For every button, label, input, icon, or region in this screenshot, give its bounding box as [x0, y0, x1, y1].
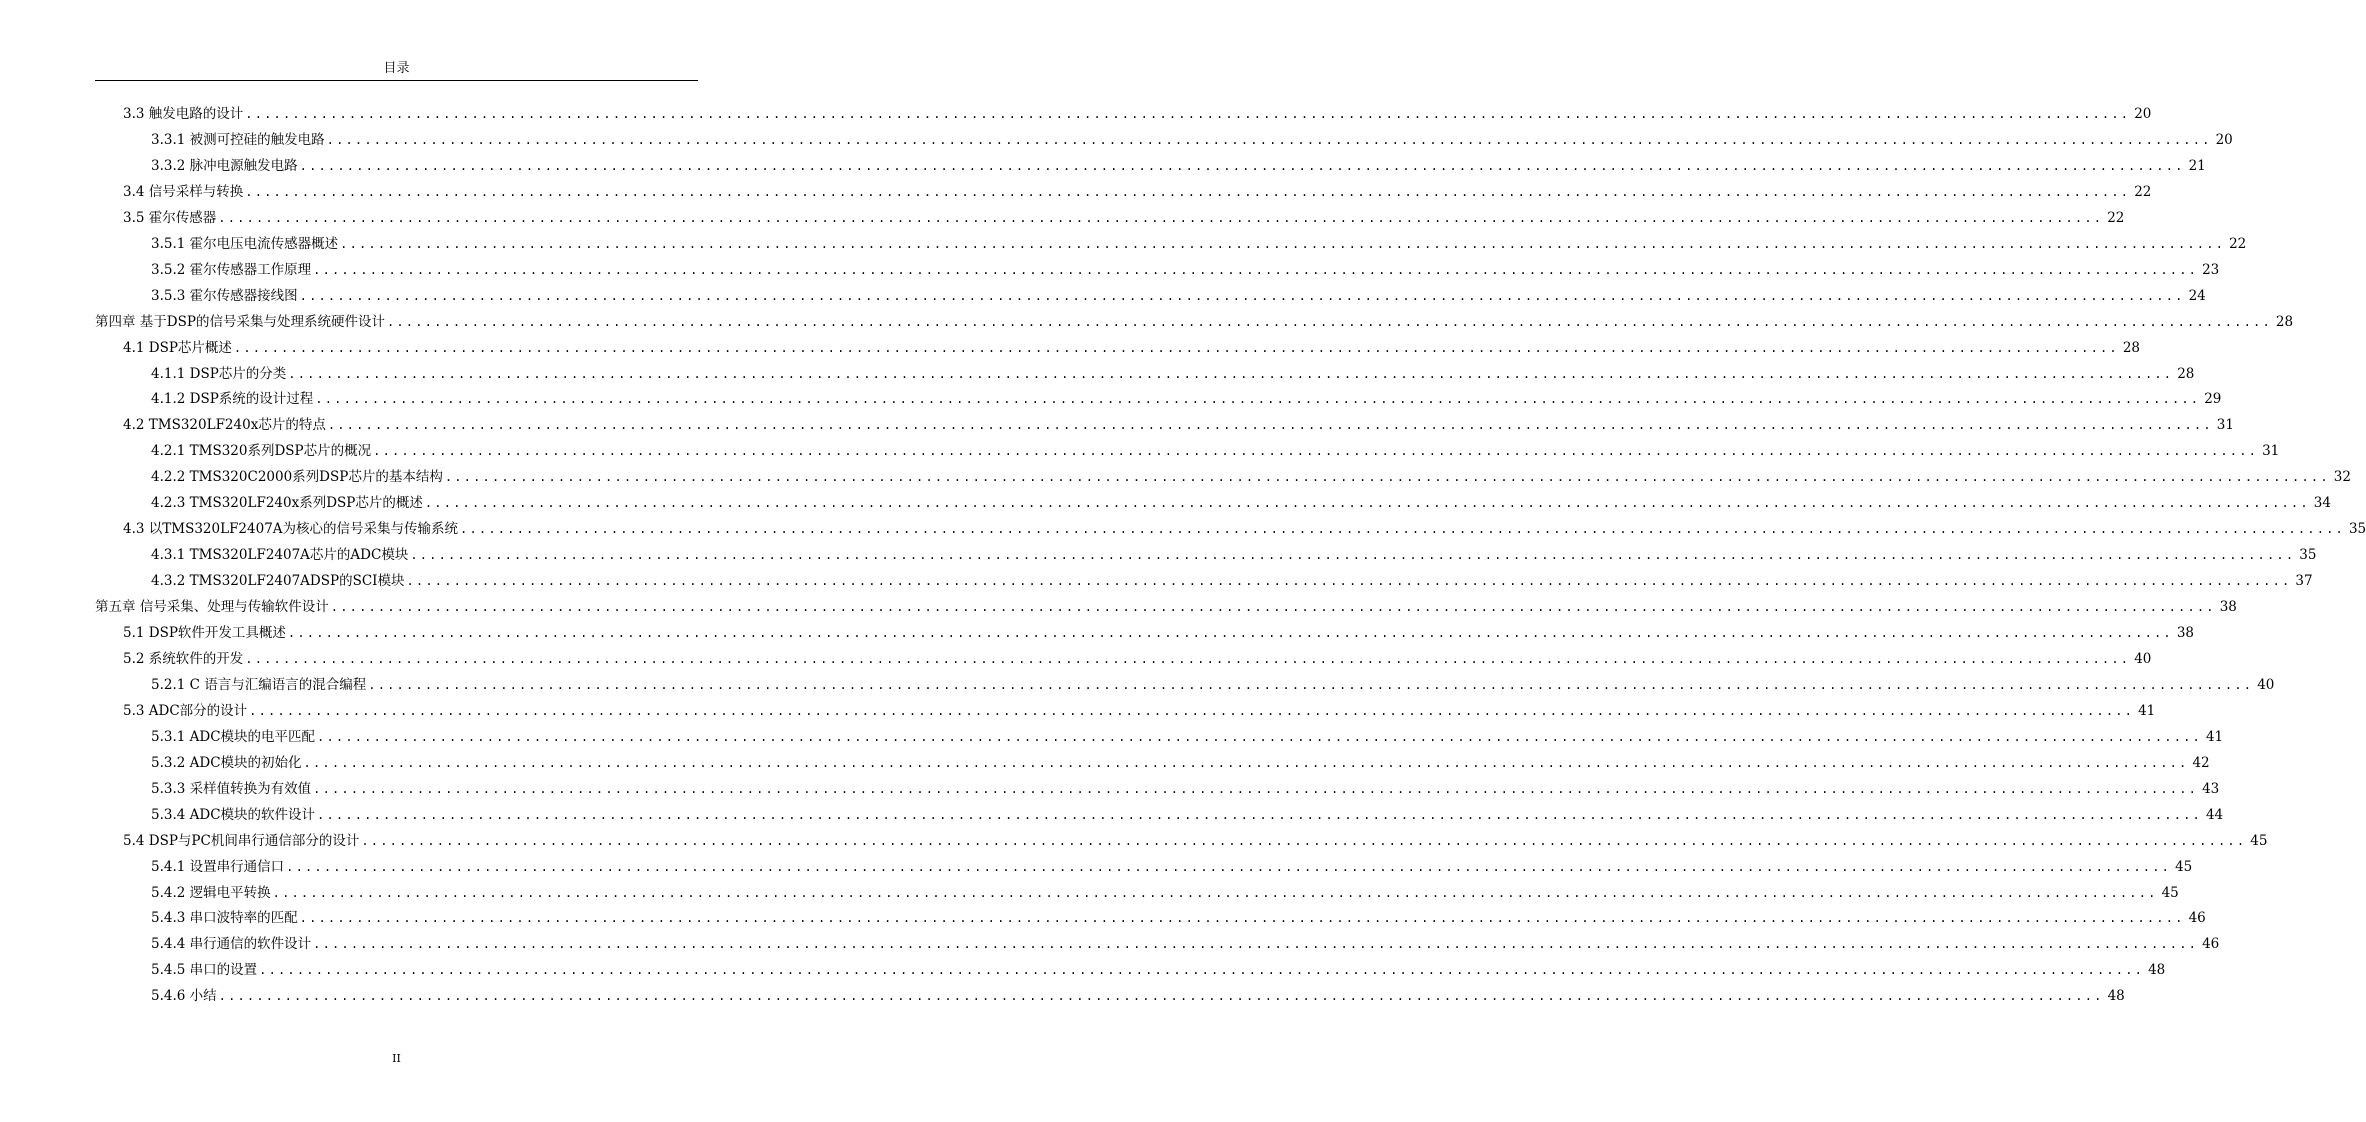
toc-dot-leader: ........................................................................................................................................................................................................: [245, 184, 2131, 199]
toc-entry-title: 4.1.1 DSP芯片的分类: [151, 365, 287, 382]
toc-entry-page: 37: [2295, 573, 2313, 590]
toc-entry-title: 4.2.1 TMS320系列DSP芯片的概况: [151, 443, 372, 460]
toc-dot-leader: ........................................................................................................................................................................................................: [410, 548, 2296, 563]
toc-entry-page: 44: [2205, 806, 2224, 823]
toc-dot-leader: ........................................................................................................................................................................................................: [406, 574, 2292, 589]
toc-entry-title: 5.3 ADC部分的设计: [123, 702, 248, 719]
toc-entry-title: 3.5 霍尔传感器: [123, 209, 217, 226]
toc-dot-leader: ........................................................................................................................................................................................................: [313, 781, 2199, 796]
toc-entry[interactable]: [123, 831, 2268, 851]
toc-dot-leader: ........................................................................................................................................................................................................: [218, 989, 2104, 1004]
toc-entry-page: 28: [2177, 365, 2195, 382]
toc-entry[interactable]: [151, 493, 2331, 513]
toc-entry[interactable]: [151, 908, 2206, 928]
toc-dot-leader: ........................................................................................................................................................................................................: [315, 392, 2201, 407]
toc-entry-title: 5.4.1 设置串行通信口: [151, 858, 285, 875]
toc-dot-leader: ........................................................................................................................................................................................................: [330, 600, 2216, 615]
toc-entry-title: 5.3.3 采样值转换为有效值: [151, 780, 312, 797]
toc-entry[interactable]: [151, 960, 2166, 980]
toc-dot-leader: ........................................................................................................................................................................................................: [327, 418, 2213, 433]
toc-entry-title: 5.4.2 逻辑电平转换: [151, 884, 271, 901]
toc-entry-title: 5.4.5 串口的设置: [151, 962, 258, 979]
toc-entry-page: 35: [2299, 547, 2317, 564]
toc-entry-page: 40: [2257, 676, 2275, 693]
toc-entry[interactable]: [123, 415, 2234, 435]
toc-entry[interactable]: [95, 312, 2294, 332]
toc-entry-title: 4.3.1 TMS320LF2407A芯片的ADC模块: [151, 547, 409, 564]
toc-entry[interactable]: [151, 156, 2206, 176]
toc-entry-page: 35: [2348, 521, 2366, 538]
toc-entry-title: 5.4.3 串口波特率的匹配: [151, 910, 298, 927]
toc-entry[interactable]: [151, 779, 2220, 799]
toc-dot-leader: ........................................................................................................................................................................................................: [249, 703, 2135, 718]
toc-entry-page: 45: [2175, 858, 2193, 875]
toc-entry[interactable]: [151, 286, 2206, 306]
page-number: II: [392, 1052, 401, 1065]
toc-entry-title: 3.5.3 霍尔传感器接线图: [151, 287, 298, 304]
toc-entry-title: 第五章 信号采集、处理与传输软件设计: [95, 599, 329, 616]
toc-entry-title: 5.2.1 C 语言与汇编语言的混合编程: [151, 676, 367, 693]
toc-dot-leader: ........................................................................................................................................................................................................: [317, 807, 2202, 822]
toc-entry-page: 38: [2176, 625, 2195, 641]
toc-entry-title: 4.2 TMS320LF240x芯片的特点: [123, 417, 326, 434]
header-divider: [95, 80, 698, 81]
toc-dot-leader: ........................................................................................................................................................................................................: [245, 651, 2131, 666]
toc-dot-leader: ........................................................................................................................................................................................................: [233, 340, 2119, 355]
toc-entry-title: 5.4 DSP与PC机间串行通信部分的设计: [123, 832, 360, 849]
toc-dot-leader: ........................................................................................................................................................................................................: [245, 107, 2131, 121]
toc-entry-page: 22: [2107, 209, 2125, 226]
toc-entry-page: 23: [2202, 261, 2220, 278]
toc-entry-page: 45: [2161, 884, 2179, 901]
toc-entry-title: 5.3.1 ADC模块的电平匹配: [151, 728, 316, 745]
toc-entry-title: 3.5.2 霍尔传感器工作原理: [151, 261, 312, 278]
toc-entry[interactable]: [151, 441, 2280, 461]
toc-entry[interactable]: [151, 986, 2125, 1006]
toc-entry-page: 24: [2188, 287, 2206, 304]
toc-dot-leader: ........................................................................................................................................................................................................: [259, 963, 2145, 978]
toc-entry-title: 第四章 基于DSP的信号采集与处理系统硬件设计: [95, 313, 385, 330]
page-header-title: 目录: [383, 61, 410, 76]
toc-dot-leader: ........................................................................................................................................................................................................: [303, 755, 2189, 770]
toc-dot-leader: ........................................................................................................................................................................................................: [313, 937, 2199, 952]
toc-dot-leader: ........................................................................................................................................................................................................: [287, 626, 2173, 640]
toc-dot-leader: ........................................................................................................................................................................................................: [288, 366, 2174, 381]
toc-entry[interactable]: [151, 130, 2233, 150]
toc-dot-leader: ........................................................................................................................................................................................................: [299, 288, 2185, 303]
toc-entry-page: 22: [2229, 235, 2247, 252]
toc-entry[interactable]: [151, 571, 2313, 591]
toc-entry-title: 4.2.3 TMS320LF240x系列DSP芯片的概述: [151, 495, 423, 512]
toc-entry-title: 5.2 系统软件的开发: [123, 650, 244, 667]
toc-entry-page: 31: [2262, 443, 2280, 460]
toc-entry-page: 34: [2313, 495, 2331, 512]
toc-entry[interactable]: [123, 338, 2141, 358]
toc-dot-leader: ........................................................................................................................................................................................................: [286, 859, 2172, 874]
toc-entry[interactable]: [151, 753, 2210, 773]
toc-dot-leader: ........................................................................................................................................................................................................: [299, 911, 2185, 926]
toc-entry-page: 28: [2122, 339, 2141, 356]
toc-entry-page: 38: [2219, 599, 2237, 616]
toc-entry-page: 32: [2333, 469, 2351, 486]
toc-entry[interactable]: [151, 675, 2275, 695]
toc-dot-leader: ........................................................................................................................................................................................................: [326, 132, 2212, 147]
toc-entry[interactable]: [123, 182, 2152, 202]
toc-entry-title: 5.3.4 ADC模块的软件设计: [151, 806, 316, 823]
toc-entry[interactable]: [123, 104, 2152, 124]
toc-entry-page: 43: [2202, 780, 2220, 797]
toc-entry[interactable]: [151, 805, 2224, 825]
toc-entry[interactable]: [151, 727, 2224, 747]
toc-entry-page: 22: [2134, 183, 2152, 200]
toc-dot-leader: ........................................................................................................................................................................................................: [368, 677, 2254, 692]
toc-entry-page: 41: [2205, 728, 2224, 745]
toc-dot-leader: ........................................................................................................................................................................................................: [361, 833, 2247, 848]
toc-entry-title: 3.5.1 霍尔电压电流传感器概述: [151, 235, 339, 252]
toc-entry-page: 29: [2204, 391, 2222, 408]
toc-entry-page: 46: [2188, 910, 2206, 927]
toc-entry[interactable]: [151, 260, 2220, 280]
toc-entry-title: 5.4.4 串行通信的软件设计: [151, 936, 312, 953]
toc-dot-leader: ........................................................................................................................................................................................................: [444, 470, 2330, 485]
toc-entry-title: 3.3 触发电路的设计: [123, 106, 244, 122]
toc-dot-leader: ........................................................................................................................................................................................................: [313, 262, 2199, 277]
toc-dot-leader: ........................................................................................................................................................................................................: [424, 496, 2310, 511]
toc-entry[interactable]: [151, 545, 2317, 565]
toc-entry-title: 3.3.2 脉冲电源触发电路: [151, 157, 298, 174]
toc-entry[interactable]: [123, 701, 2156, 721]
toc-entry[interactable]: [123, 519, 2366, 539]
toc-entry[interactable]: [151, 234, 2247, 254]
toc-entry-title: 5.4.6 小结: [151, 988, 217, 1005]
toc-entry-page: 28: [2275, 313, 2294, 330]
toc-entry[interactable]: [151, 364, 2195, 384]
toc-entry-page: 46: [2202, 936, 2220, 953]
toc-entry-page: 40: [2134, 650, 2152, 667]
toc-entry-title: 5.1 DSP软件开发工具概述: [123, 625, 286, 641]
toc-entry-title: 5.3.2 ADC模块的初始化: [151, 754, 302, 771]
toc-entry[interactable]: [151, 857, 2193, 877]
toc-entry-page: 20: [2134, 106, 2152, 122]
toc-entry[interactable]: [123, 208, 2125, 228]
toc-dot-leader: ........................................................................................................................................................................................................: [299, 158, 2185, 173]
toc-entry-title: 3.4 信号采样与转换: [123, 183, 244, 200]
toc-dot-leader: ........................................................................................................................................................................................................: [373, 444, 2259, 459]
toc-entry-title: 3.3.1 被测可控硅的触发电路: [151, 131, 325, 148]
toc-entry[interactable]: [151, 934, 2220, 954]
toc-entry-title: 4.3.2 TMS320LF2407ADSP的SCI模块: [151, 573, 405, 590]
toc-entry-title: 4.1.2 DSP系统的设计过程: [151, 391, 314, 408]
toc-entry-page: 21: [2188, 157, 2206, 174]
toc-dot-leader: ........................................................................................................................................................................................................: [272, 885, 2158, 900]
toc-entry-page: 41: [2138, 702, 2156, 719]
toc-dot-leader: ........................................................................................................................................................................................................: [218, 210, 2104, 225]
toc-dot-leader: ........................................................................................................................................................................................................: [460, 522, 2345, 537]
toc-entry[interactable]: [151, 389, 2222, 409]
toc-dot-leader: ........................................................................................................................................................................................................: [317, 729, 2202, 744]
toc-entry[interactable]: [123, 623, 2195, 643]
toc-entry[interactable]: [95, 597, 2237, 617]
toc-entry[interactable]: [151, 467, 2351, 487]
toc-entry-page: 48: [2148, 962, 2166, 979]
toc-entry-page: 48: [2107, 988, 2125, 1005]
toc-entry-page: 31: [2216, 417, 2234, 434]
toc-entry-title: 4.1 DSP芯片概述: [123, 339, 232, 356]
toc-entry[interactable]: [123, 649, 2152, 669]
toc-dot-leader: ........................................................................................................................................................................................................: [340, 236, 2226, 251]
toc-entry-page: 20: [2215, 131, 2233, 148]
toc-entry-page: 45: [2250, 832, 2268, 849]
toc-entry-page: 42: [2192, 754, 2210, 771]
toc-entry-title: 4.2.2 TMS320C2000系列DSP芯片的基本结构: [151, 469, 443, 486]
toc-dot-leader: ........................................................................................................................................................................................................: [386, 314, 2272, 329]
toc-entry-title: 4.3 以TMS320LF2407A为核心的信号采集与传输系统: [123, 521, 459, 538]
toc-entry[interactable]: [151, 883, 2179, 903]
